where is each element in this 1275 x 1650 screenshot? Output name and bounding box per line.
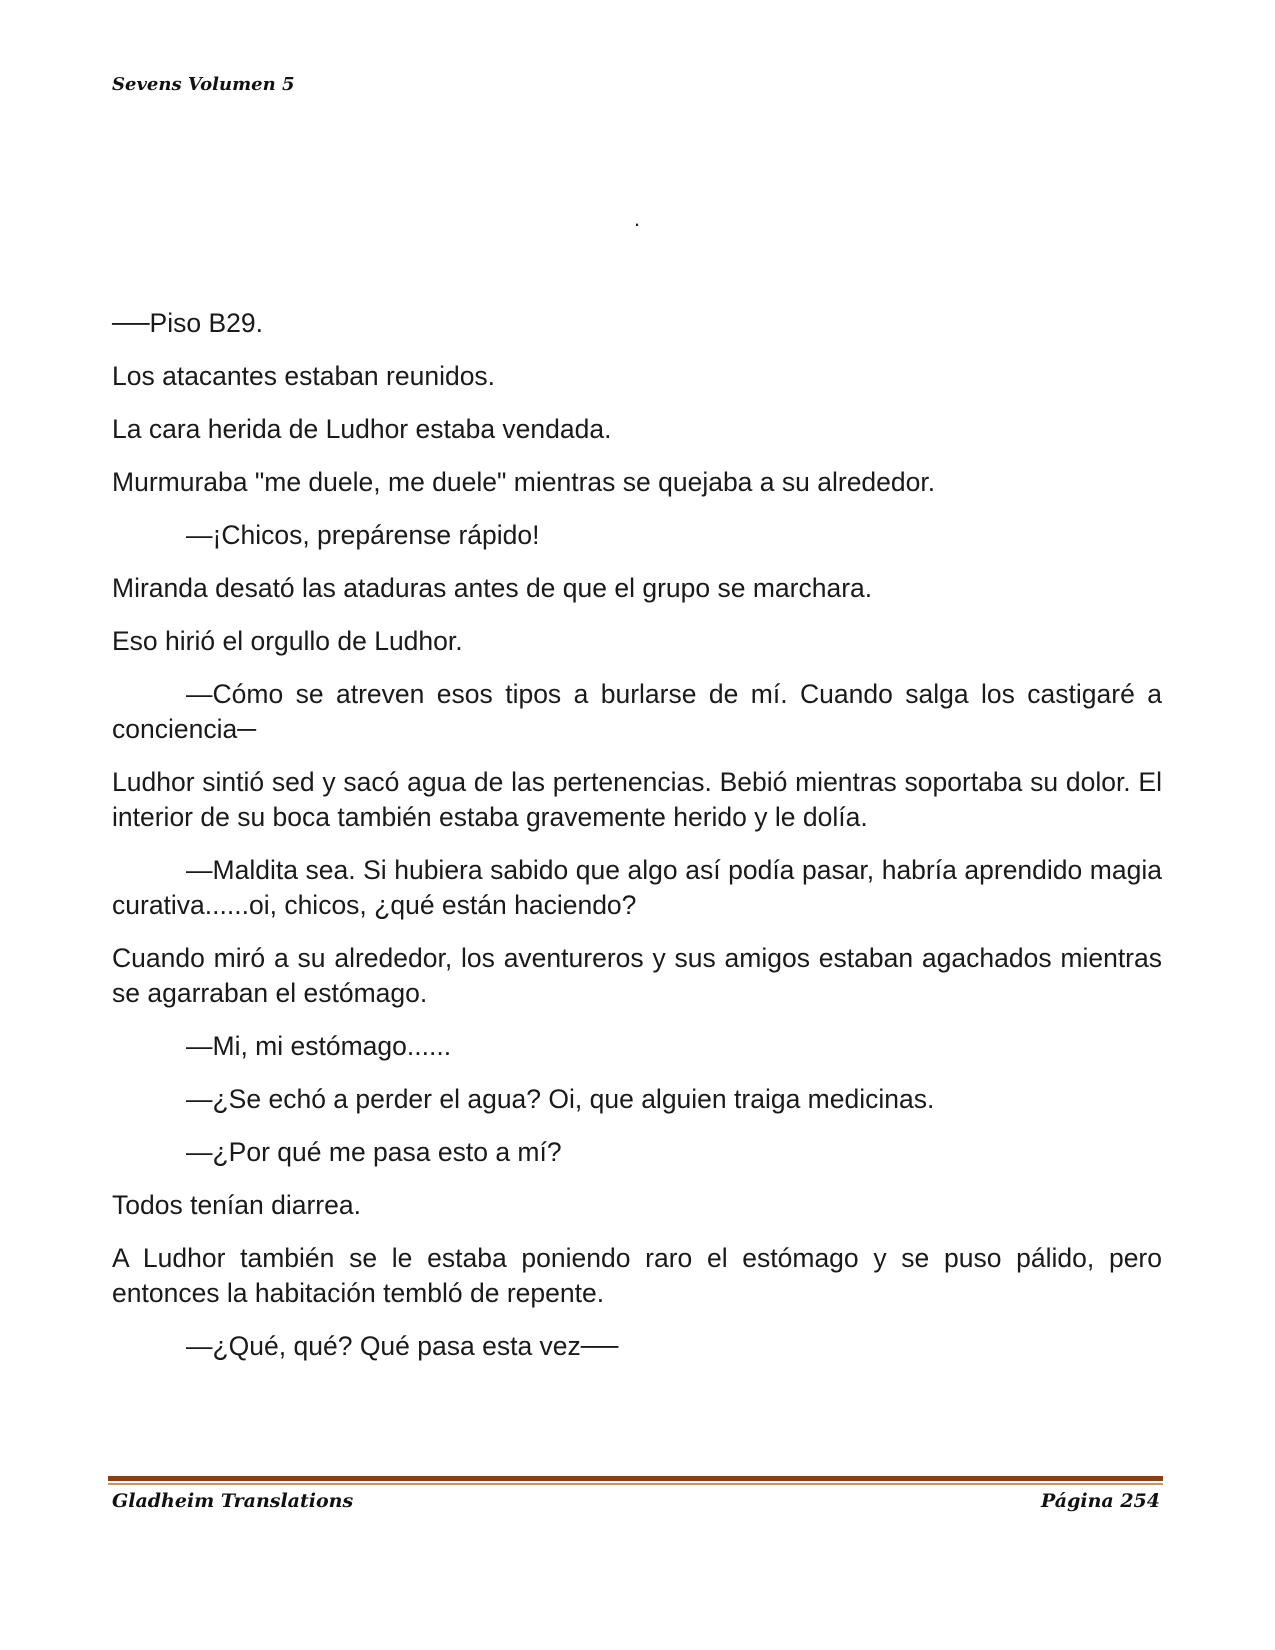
footer-divider-thin-line xyxy=(108,1483,1163,1485)
footer-divider xyxy=(108,1476,1163,1486)
paragraph: A Ludhor también se le estaba poniendo raro el estómago y se puso pálido, pero entonces la habitación tembló de repente. xyxy=(112,1243,1162,1308)
paragraph: ──Piso B29. xyxy=(112,308,263,338)
footer-divider-thick-line xyxy=(108,1476,1163,1481)
paragraph: Ludhor sintió sed y sacó agua de las pertenencias. Bebió mientras soportaba su dolor. El interior de su boca también estaba gravemente herido y le dolía. xyxy=(112,767,1162,832)
dialogue-line: —Maldita sea. Si hubiera sabido que algo así podía pasar, habría aprendido magia curativa......oi, chicos, ¿qué están haciendo? xyxy=(112,855,1162,920)
dialogue-line: —¿Se echó a perder el agua? Oi, que alguien traiga medicinas. xyxy=(186,1084,935,1114)
dialogue-line: —Mi, mi estómago...... xyxy=(186,1031,452,1061)
paragraph: Eso hirió el orgullo de Ludhor. xyxy=(112,626,463,656)
dialogue-line: —Cómo se atreven esos tipos a burlarse de mí. Cuando salga los castigaré a conciencia─ xyxy=(112,679,1162,744)
running-header-title: Sevens Volumen 5 xyxy=(112,74,295,95)
paragraph: La cara herida de Ludhor estaba vendada. xyxy=(112,414,612,444)
paragraph: Miranda desató las ataduras antes de que el grupo se marchara. xyxy=(112,573,873,603)
paragraph: Cuando miró a su alrededor, los aventureros y sus amigos estaban agachados mientras se agarraban el estómago. xyxy=(112,943,1162,1008)
dialogue-line: —¿Por qué me pasa esto a mí? xyxy=(186,1137,562,1167)
paragraph: Todos tenían diarrea. xyxy=(112,1190,361,1220)
paragraph: Los atacantes estaban reunidos. xyxy=(112,361,496,391)
dialogue-line: —¿Qué, qué? Qué pasa esta vez── xyxy=(186,1331,619,1361)
page-body xyxy=(112,306,1162,1382)
dialogue-line: —¡Chicos, prepárense rápido! xyxy=(186,520,540,550)
footer-page-number: Página 254 xyxy=(1041,1490,1160,1512)
scene-break-dot: . xyxy=(634,206,641,231)
paragraph: Murmuraba "me duele, me duele" mientras se quejaba a su alrededor. xyxy=(112,467,936,497)
footer-publisher: Gladheim Translations xyxy=(112,1490,354,1512)
